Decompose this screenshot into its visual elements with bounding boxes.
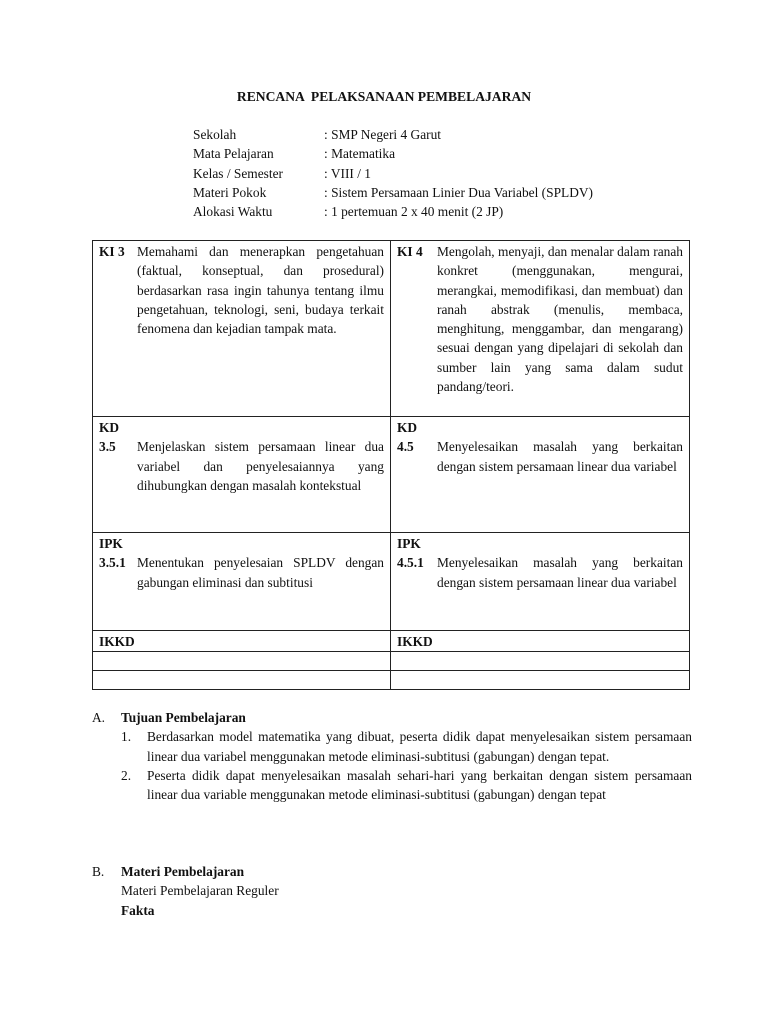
section-title: Tujuan Pembelajaran <box>121 710 246 725</box>
ki3-code: KI 3 <box>99 244 125 259</box>
empty-cell <box>93 652 391 671</box>
ikkd-row <box>93 631 690 652</box>
list-text: Berdasarkan model matematika yang dibuat, peserta didik dapat menyelesaikan sistem persamaan linear dua variabel menggunakan metode eliminasi-subtitusi (gabungan) dengan tepat. <box>147 729 692 764</box>
kd-right-code: 4.5 <box>397 439 414 455</box>
info-value: : 1 pertemuan 2 x 40 menit (2 JP) <box>324 204 504 220</box>
info-value: : SMP Negeri 4 Garut <box>324 127 442 142</box>
objective-list <box>121 727 692 804</box>
kd-row <box>93 417 690 533</box>
empty-cell <box>93 671 391 690</box>
kd-left-text: Menjelaskan sistem persamaan linear dua variabel dan penyelesaiannya yang dihubungkan dengan masalah kontekstual <box>137 439 384 493</box>
document-title: RENCANA PELAKSANAAN PEMBELAJARAN <box>236 89 532 104</box>
kd-right-text: Menyelesaikan masalah yang berkaitan dengan sistem persamaan linear dua variabel <box>437 439 683 474</box>
empty-row <box>93 671 690 690</box>
section-tujuan <box>92 708 692 804</box>
ki-row <box>93 241 690 417</box>
list-number: 2. <box>121 767 132 783</box>
ikkd-right-head: IKKD <box>397 634 433 649</box>
section-letter: A. <box>92 710 106 725</box>
ipk-left-cell <box>93 533 391 631</box>
ipk-left-text: Menentukan penyelesaian SPLDV dengan gabungan eliminasi dan subtitusi <box>137 555 384 590</box>
info-row-sekolah <box>193 125 593 144</box>
ikkd-right-cell <box>391 631 690 652</box>
ipk-left-head: IPK <box>99 536 123 551</box>
info-row-materi-pokok <box>193 183 593 202</box>
kd-left-cell <box>93 417 391 533</box>
info-row-kelas-semester <box>193 164 593 183</box>
info-label: Mata Pelajaran <box>193 146 274 162</box>
info-label: Sekolah <box>193 127 237 142</box>
ipk-right-head: IPK <box>397 536 421 551</box>
competency-table <box>92 240 690 690</box>
info-row-alokasi-waktu <box>193 202 593 221</box>
list-text: Peserta didik dapat menyelesaikan masalah sehari-hari yang berkaitan dengan sistem persamaan linear dua variable menggunakan metode eliminasi-subtitusi (gabungan) dengan tepat <box>147 767 692 803</box>
list-item <box>121 727 692 766</box>
list-number: 1. <box>121 729 132 745</box>
kd-right-cell <box>391 417 690 533</box>
materi-subtitle: Materi Pembelajaran Reguler <box>121 883 279 899</box>
info-label: Materi Pokok <box>193 184 267 200</box>
empty-cell <box>391 652 690 671</box>
ikkd-left-head: IKKD <box>99 634 135 649</box>
kd-left-code: 3.5 <box>99 439 116 455</box>
kd-left-head: KD <box>99 420 120 435</box>
section-materi <box>92 862 692 920</box>
ipk-right-code: 4.5.1 <box>397 555 424 571</box>
ki3-text: Memahami dan menerapkan pengetahuan (faktual, konseptual, dan prosedural) berdasarkan rasa ingin tahunya tentang ilmu pengetahuan, teknologi, seni, budaya terkait fenomena dan kejadian tampak mata. <box>137 244 384 337</box>
list-item <box>121 766 692 805</box>
info-value: : Sistem Persamaan Linier Dua Variabel (SPLDV) <box>324 184 593 200</box>
ki4-cell <box>391 241 690 417</box>
section-letter: B. <box>92 864 105 879</box>
info-label: Kelas / Semester <box>193 165 283 181</box>
info-value: : VIII / 1 <box>324 165 371 181</box>
empty-cell <box>391 671 690 690</box>
fakta-heading: Fakta <box>121 902 155 918</box>
ikkd-left-cell <box>93 631 391 652</box>
ipk-left-code: 3.5.1 <box>99 555 126 571</box>
section-title: Materi Pembelajaran <box>121 864 245 879</box>
ipk-right-text: Menyelesaikan masalah yang berkaitan dengan sistem persamaan linear dua variabel <box>437 555 683 590</box>
ki3-cell <box>93 241 391 417</box>
ki4-code: KI 4 <box>397 244 423 259</box>
info-label: Alokasi Waktu <box>193 204 273 220</box>
ipk-right-cell <box>391 533 690 631</box>
ipk-row <box>93 533 690 631</box>
info-row-mata-pelajaran <box>193 144 593 163</box>
kd-right-head: KD <box>397 420 418 435</box>
empty-row <box>93 652 690 671</box>
info-value: : Matematika <box>324 146 396 162</box>
ki4-text: Mengolah, menyaji, dan menalar dalam ranah konkret (menggunakan, mengurai, merangkai, memodifikasi, dan membuat) dan ranah abstrak (menulis, membaca, menghitung, menggambar, dan mengarang) sesuai dengan yang dipelajari di sekolah dan sumber lain yang sama dalam sudut pandang/teori. <box>437 244 683 395</box>
identity-block <box>193 125 593 221</box>
